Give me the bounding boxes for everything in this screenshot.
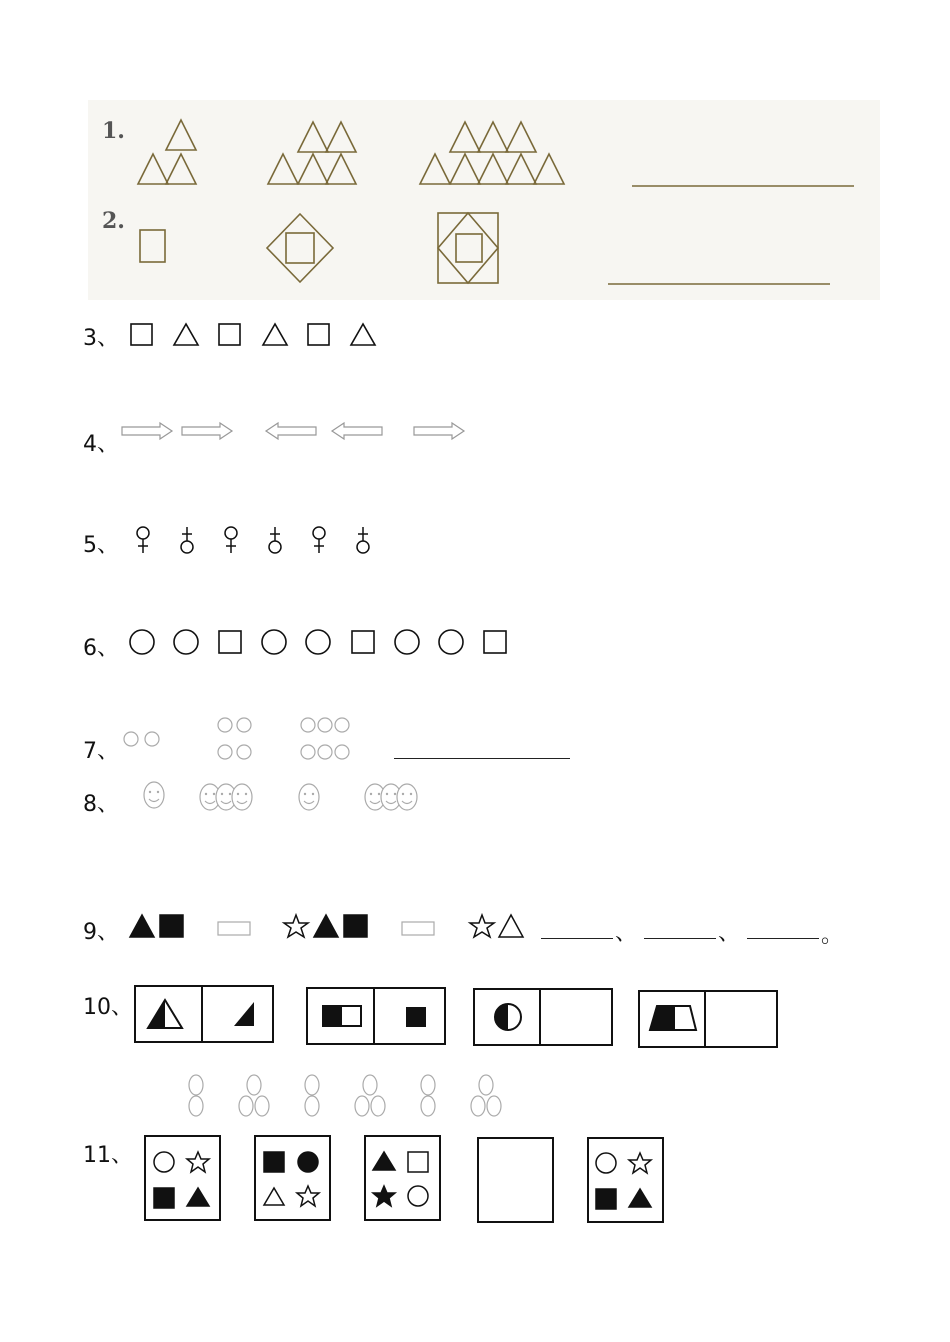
q6-sequence — [128, 628, 518, 658]
star-outline — [470, 915, 494, 937]
female-symbol-icon — [225, 527, 237, 553]
square — [131, 324, 152, 345]
square — [456, 234, 482, 262]
circle — [174, 630, 198, 654]
star-outline — [284, 915, 308, 937]
q9-label: 9、 — [83, 920, 119, 945]
q1-label: 1. — [102, 118, 125, 144]
triangle — [174, 324, 198, 345]
square — [438, 213, 498, 283]
q9-sequence — [128, 912, 528, 942]
square — [484, 631, 506, 653]
triangle — [420, 154, 450, 184]
q4-sequence — [120, 420, 470, 444]
scanned-figure-q1-q2 — [88, 100, 880, 300]
q10-label: 10、 — [83, 995, 133, 1020]
q2-label: 2. — [102, 208, 125, 234]
right-arrow-icon — [182, 423, 232, 439]
left-arrow-icon — [266, 423, 316, 439]
q3-sequence — [128, 320, 388, 350]
circle — [439, 630, 463, 654]
filled-square — [160, 915, 183, 937]
square — [140, 230, 165, 262]
square — [219, 631, 241, 653]
filled-square — [406, 1007, 426, 1027]
triangle — [326, 154, 356, 184]
right-arrow-icon — [122, 423, 172, 439]
grid-box — [255, 1136, 330, 1220]
q8-label: 8、 — [83, 792, 119, 817]
triangle-outline — [499, 915, 523, 937]
empty-box — [218, 922, 250, 935]
filled-triangle — [130, 915, 154, 937]
circle — [306, 630, 330, 654]
circle — [130, 630, 154, 654]
triangle — [450, 122, 480, 152]
triangle — [166, 120, 196, 150]
left-arrow-icon — [332, 423, 382, 439]
q11-label: 11、 — [83, 1143, 133, 1168]
answer-box — [478, 1138, 553, 1222]
q7-figures — [120, 715, 360, 765]
triangle — [298, 154, 328, 184]
triangle — [506, 122, 536, 152]
q9-separator: 、 — [615, 921, 638, 946]
q9-answer-blank-1[interactable] — [541, 938, 613, 939]
triangle — [478, 122, 508, 152]
q11-figures — [140, 1130, 680, 1230]
smiley-icon — [232, 784, 252, 810]
circle — [395, 630, 419, 654]
triangle — [506, 154, 536, 184]
q1-q2-figures — [88, 100, 880, 300]
female-symbol-icon — [313, 527, 325, 553]
triangle — [298, 122, 328, 152]
smiley-icon — [397, 784, 417, 810]
diamond — [267, 214, 333, 282]
square — [308, 324, 329, 345]
triangle — [478, 154, 508, 184]
triangle — [263, 324, 287, 345]
q6-label: 6、 — [83, 636, 119, 661]
q9-answer-blank-2[interactable] — [644, 938, 716, 939]
right-arrow-icon — [414, 423, 464, 439]
female-symbol-icon — [137, 527, 149, 553]
q9-answer-blank-3[interactable] — [747, 938, 819, 939]
square — [219, 324, 240, 345]
q10-figures — [130, 980, 790, 1054]
q9-separator: 、 — [718, 921, 741, 946]
filled-triangle — [314, 915, 338, 937]
q4-label: 4、 — [83, 432, 119, 457]
q3-label: 3、 — [83, 326, 119, 351]
triangle — [326, 122, 356, 152]
q7-answer-blank[interactable] — [394, 758, 570, 759]
circle — [262, 630, 286, 654]
q5-label: 5、 — [83, 533, 119, 558]
filled-half-triangle — [234, 1002, 254, 1026]
earth-symbol-icon — [357, 527, 369, 553]
empty-box — [402, 922, 434, 935]
oval-figures — [180, 1072, 510, 1122]
q7-label: 7、 — [83, 739, 119, 764]
filled-square — [344, 915, 367, 937]
q8-figures — [140, 780, 430, 814]
square — [352, 631, 374, 653]
q5-sequence — [130, 524, 380, 558]
triangle — [450, 154, 480, 184]
q9-end: 。 — [821, 923, 844, 948]
diamond — [438, 213, 498, 283]
triangle — [138, 154, 168, 184]
smiley-icon — [144, 782, 164, 808]
square — [286, 233, 314, 263]
earth-symbol-icon — [181, 527, 193, 553]
triangle — [351, 324, 375, 345]
earth-symbol-icon — [269, 527, 281, 553]
smiley-icon — [299, 784, 319, 810]
triangle — [166, 154, 196, 184]
triangle — [534, 154, 564, 184]
triangle — [268, 154, 298, 184]
